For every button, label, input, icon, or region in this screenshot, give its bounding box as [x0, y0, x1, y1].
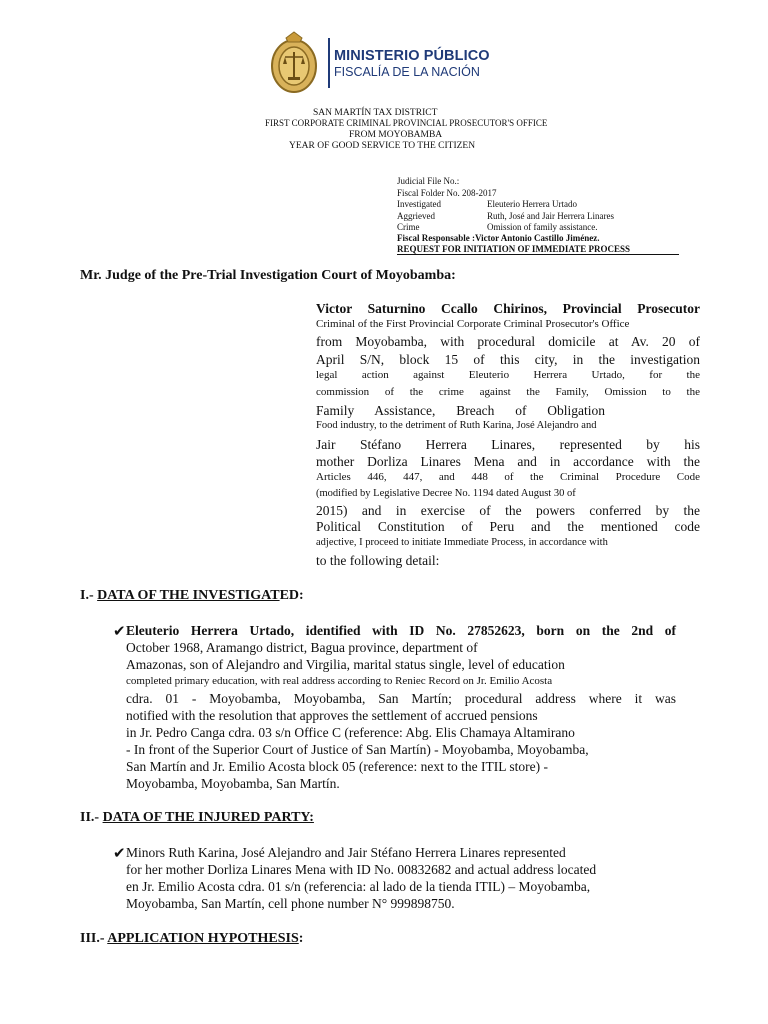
section-1-title-end: ED: [279, 588, 300, 603]
intro-line: to the following detail:: [316, 553, 440, 568]
intro-line: Criminal of the First Provincial Corporate Criminal Prosecutor's Office: [316, 318, 630, 330]
section-1-heading: [80, 588, 304, 604]
intro-line: legal action against Eleuterio Herrera Urtado, for the: [316, 369, 700, 381]
intro-line: Victor Saturnino Ccallo Chirinos, Provincial Prosecutor: [316, 301, 700, 316]
investigated-line: cdra. 01 - Moyobamba, Moyobamba, San Martín; procedural address where it was: [126, 691, 676, 706]
intro-line: April S/N, block 15 of this city, in the investigation: [316, 352, 700, 367]
investigated-value: Eleuterio Herrera Urtado: [487, 199, 577, 209]
intro-line: mother Dorliza Linares Mena and in accordance with the: [316, 454, 700, 469]
section-3-heading: [80, 931, 303, 947]
injured-line: Moyobamba, San Martín, cell phone number N° 999898750.: [126, 896, 455, 911]
header-year: YEAR OF GOOD SERVICE TO THE CITIZEN: [289, 141, 476, 151]
logo-subtitle: FISCALÍA DE LA NACIÓN: [334, 65, 480, 79]
logo-title: MINISTERIO PÚBLICO: [334, 48, 490, 64]
section-1-title: DATA OF THE INVESTIGAT: [97, 588, 280, 603]
section-3-colon: :: [298, 931, 304, 946]
section-2-heading: [80, 810, 326, 826]
section-1-number: I.-: [80, 588, 94, 603]
header-district: SAN MARTÍN TAX DISTRICT: [313, 108, 438, 118]
injured-line: Minors Ruth Karina, José Alejandro and Jair Stéfano Herrera Linares represented: [126, 845, 566, 860]
intro-line: Articles 446, 447, and 448 of the Criminal Procedure Code: [316, 471, 700, 483]
investigated-line: Amazonas, son of Alejandro and Virgilia, marital status single, level of education: [126, 657, 565, 672]
injured-line: en Jr. Emilio Acosta cdra. 01 s/n (referencia: al lado de la tienda ITIL) – Moyobamba,: [126, 879, 591, 894]
investigated-line: completed primary education, with real address according to Reniec Record on Jr. Emilio Acosta: [126, 675, 553, 687]
seal-icon: [268, 30, 320, 96]
logo-divider: [328, 38, 330, 88]
judicial-file: Judicial File No.:: [397, 176, 460, 186]
intro-line: Jair Stéfano Herrera Linares, represented by his: [316, 437, 700, 452]
intro-line: from Moyobamba, with procedural domicile at Av. 20 of: [316, 334, 700, 349]
intro-line: Family Assistance, Breach of Obligation: [316, 403, 605, 418]
fiscal-responsible: Fiscal Responsable :Victor Antonio Castillo Jiménez.: [397, 233, 600, 243]
investigated-line: Eleuterio Herrera Urtado, identified with ID No. 27852623, born on the 2nd of: [126, 623, 676, 638]
investigated-line: October 1968, Aramango district, Bagua province, department of: [126, 640, 478, 655]
investigated-line: Moyobamba, Moyobamba, San Martín.: [126, 776, 340, 791]
intro-line: adjective, I proceed to initiate Immediate Process, in accordance with: [316, 537, 608, 548]
crime-value: Omission of family assistance.: [487, 222, 598, 232]
logo: [268, 30, 490, 96]
header-office: FIRST CORPORATE CRIMINAL PROVINCIAL PROSECUTOR'S OFFICE: [265, 118, 548, 128]
aggrieved-label: Aggrieved: [397, 211, 435, 221]
section-2-title: DATA OF THE INJURED PARTY:: [102, 810, 314, 825]
header-city: FROM MOYOBAMBA: [349, 130, 443, 140]
section-3-title: APPLICATION HYPOTHESIS: [107, 931, 299, 946]
fiscal-folder: Fiscal Folder No. 208-2017: [397, 188, 497, 198]
check-icon: ✔: [113, 844, 126, 862]
crime-label: Crime: [397, 222, 420, 232]
aggrieved-value: Ruth, José and Jair Herrera Linares: [487, 211, 614, 221]
intro-line: Food industry, to the detriment of Ruth Karina, José Alejandro and: [316, 420, 597, 431]
request-title: REQUEST FOR INITIATION OF IMMEDIATE PROCESS: [397, 244, 679, 255]
injured-line: for her mother Dorliza Linares Mena with ID No. 00832682 and actual address located: [126, 862, 597, 877]
section-3-number: III.-: [80, 931, 105, 946]
addressee: Mr. Judge of the Pre-Trial Investigation Court of Moyobamba:: [80, 268, 456, 283]
section-1-colon: :: [299, 588, 304, 603]
investigated-line: San Martín and Jr. Emilio Acosta block 05 (reference: next to the ITIL store) -: [126, 759, 548, 774]
investigated-line: notified with the resolution that approves the settlement of accrued pensions: [126, 708, 538, 723]
investigated-label: Investigated: [397, 199, 441, 209]
investigated-line: - In front of the Superior Court of Justice of San Martín) - Moyobamba, Moyobamba,: [126, 742, 589, 757]
intro-line: 2015) and in exercise of the powers conferred by the: [316, 503, 700, 518]
investigated-line: in Jr. Pedro Canga cdra. 03 s/n Office C (reference: Abg. Elis Chamaya Altamirano: [126, 725, 575, 740]
intro-line: (modified by Legislative Decree No. 1194 dated August 30 of: [316, 488, 576, 499]
check-icon: ✔: [113, 622, 126, 640]
intro-line: Political Constitution of Peru and the mentioned code: [316, 519, 700, 534]
intro-line: commission of the crime against the Family, Omission to the: [316, 386, 700, 398]
section-2-number: II.-: [80, 810, 100, 825]
